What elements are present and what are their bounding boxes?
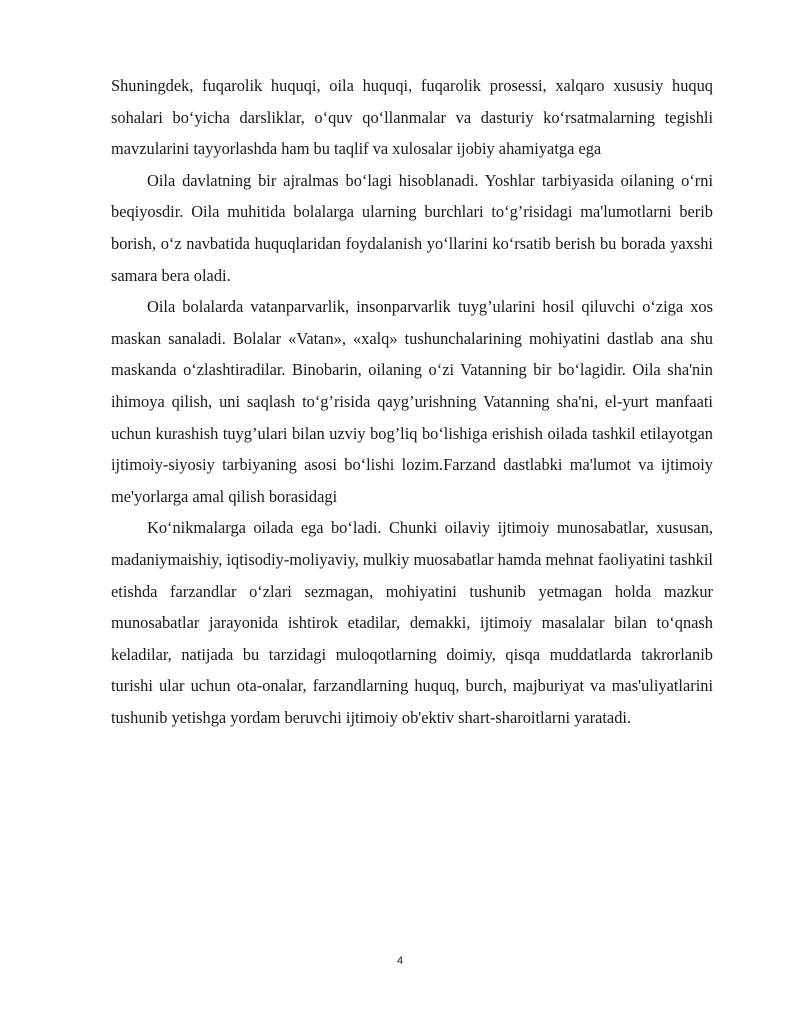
paragraph-3: Oila bolalarda vatanparvarlik, insonparvarlik tuyg’ularini hosil qiluvchi o‘ziga xos maskan sanaladi. Bolalar «Vatan», «xalq» tushunchalarining mohiyatini dastlab ana shu maskanda o‘zlashtiradilar. Binobarin, oilaning o‘zi Vatanning bir bo‘lagidir. Oila sha'nin ihimoya qilish, uni saqlash to‘g’risida qayg’urishning Vatanning sha'ni, el-yurt manfaati uchun kurashish tuyg’ulari bilan uzviy bog’liq bo‘lishiga erishish oilada tashkil etilayotgan ijtimoiy-siyosiy tarbiyaning asosi bo‘lishi lozim.Farzand dastlabki ma'lumot va ijtimoiy me'yorlarga amal qilish borasidagi	[111, 297, 713, 506]
page-number: 4	[396, 955, 404, 967]
paragraph-4: Ko‘nikmalarga oilada ega bo‘ladi. Chunki oilaviy ijtimoiy munosabatlar, xususan, madaniymaishiy, iqtisodiy-moliyaviy, mulkiy muosabatlar hamda mehnat faoliyatini tashkil etishda farzandlar o‘zlari sezmagan, mohiyatini tushunib yetmagan holda mazkur munosabatlar jarayonida ishtirok etadilar, demakki, ijtimoiy masalalar bilan to‘qnash keladilar, natijada bu tarzidagi muloqotlarning doimiy, qisqa muddatlarda takrorlanib turishi ular uchun ota-onalar, farzandlarning huquq, burch, majburiyat va mas'uliyatlarini tushunib yetishga yordam beruvchi ijtimoiy ob'ektiv shart-sharoitlarni yaratadi.	[111, 518, 713, 727]
paragraph-2: Oila davlatning bir ajralmas bo‘lagi hisoblanadi. Yoshlar tarbiyasida oilaning o‘rni beqiyosdir. Oila muhitida bolalarga ularning burchlari to‘g’risidagi ma'lumotlarni berib borish, o‘z navbatida huquqlaridan foydalanish yo‘llarini ko‘rsatib berish bu borada yaxshi samara bera oladi.	[111, 170, 713, 285]
paragraph-1: Shuningdek, fuqarolik huquqi, oila huquqi, fuqarolik prosessi, xalqaro xususiy huquq sohalari bo‘yicha darsliklar, o‘quv qo‘llanmalar va dasturiy ko‘rsatmalarning tegishli mavzularini tayyorlashda ham bu taqlif va xulosalar ijobiy ahamiyatga ega	[111, 76, 713, 159]
body-text	[111, 70, 713, 733]
